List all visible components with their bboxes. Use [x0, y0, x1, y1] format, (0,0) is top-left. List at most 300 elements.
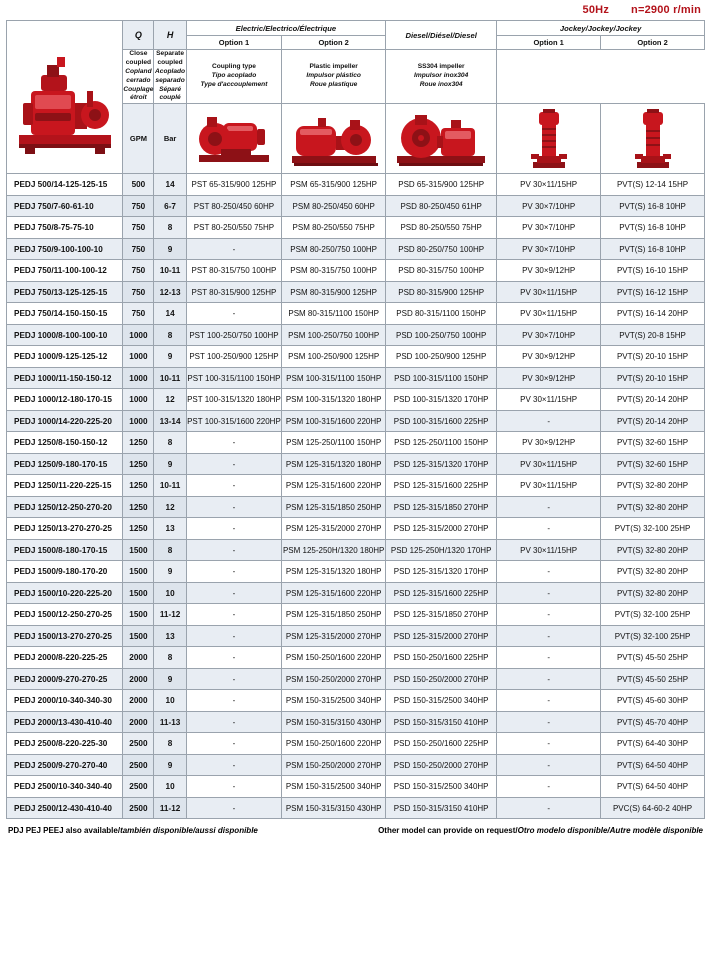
row-jockey-option2: PVT(S) 16-8 10HP	[601, 195, 705, 217]
row-head-bar: 12-13	[154, 281, 186, 303]
row-jockey-option1: PV 30×9/12HP	[497, 432, 601, 454]
row-head-bar: 8	[154, 539, 186, 561]
row-head-bar: 12	[154, 389, 186, 411]
row-electric-option2: PSM 80-250/450 60HP	[282, 195, 386, 217]
row-head-bar: 9	[154, 754, 186, 776]
row-jockey-option1: -	[497, 776, 601, 798]
row-electric-option2: PSM 150-250/1600 220HP	[282, 733, 386, 755]
row-diesel: PSD 150-250/2000 270HP	[386, 754, 497, 776]
group-header-row	[7, 21, 705, 36]
page-header	[6, 0, 705, 20]
row-diesel: PSD 125-315/1320 170HP	[386, 453, 497, 475]
jockey-option2-header: Option 2	[601, 36, 705, 50]
row-electric-option2: PSM 100-315/1320 180HP	[282, 389, 386, 411]
row-electric-option2: PSM 125-315/1320 180HP	[282, 561, 386, 583]
table-row	[7, 410, 705, 432]
row-electric-option2: PSM 80-315/1100 150HP	[282, 303, 386, 325]
row-electric-option1: PST 100-315/1320 180HP	[186, 389, 282, 411]
row-head-bar: 9	[154, 238, 186, 260]
row-electric-option2: PSM 125-315/1600 220HP	[282, 475, 386, 497]
jockey-option2-subtitle: SS304 impeller Impulsor inox304 Roue inox304	[386, 50, 497, 104]
row-diesel: PSD 125-315/2000 270HP	[386, 518, 497, 540]
row-diesel: PSD 80-250/450 61HP	[386, 195, 497, 217]
row-jockey-option1: PV 30×11/15HP	[497, 389, 601, 411]
row-electric-option2: PSM 125-315/2000 270HP	[282, 625, 386, 647]
table-head	[7, 21, 705, 174]
row-jockey-option1: -	[497, 668, 601, 690]
row-head-bar: 13	[154, 625, 186, 647]
table-body	[7, 174, 705, 819]
column-header-h: H	[154, 21, 186, 50]
row-head-bar: 8	[154, 324, 186, 346]
row-head-bar: 9	[154, 453, 186, 475]
row-jockey-option2: PVT(S) 45-50 25HP	[601, 668, 705, 690]
row-model: PEDJ 1500/10-220-225-20	[7, 582, 123, 604]
row-flow-gpm: 750	[123, 238, 154, 260]
row-jockey-option1: -	[497, 797, 601, 819]
row-jockey-option2: PVT(S) 16-12 15HP	[601, 281, 705, 303]
row-electric-option1: -	[186, 432, 282, 454]
separate-coupled-pump-icon	[288, 110, 380, 168]
diesel-photo-cell	[386, 104, 497, 174]
row-diesel: PSD 125-315/1600 225HP	[386, 582, 497, 604]
row-electric-option1: -	[186, 690, 282, 712]
row-electric-option2: PSM 100-250/900 125HP	[282, 346, 386, 368]
row-flow-gpm: 2000	[123, 711, 154, 733]
row-flow-gpm: 1250	[123, 432, 154, 454]
row-model: PEDJ 2000/13-430-410-40	[7, 711, 123, 733]
row-flow-gpm: 2000	[123, 647, 154, 669]
row-jockey-option1: -	[497, 754, 601, 776]
row-electric-option1: -	[186, 582, 282, 604]
table-row	[7, 303, 705, 325]
row-electric-option2: PSM 80-315/900 125HP	[282, 281, 386, 303]
row-jockey-option1: PV 30×7/10HP	[497, 238, 601, 260]
row-jockey-option2: PVT(S) 20-14 20HP	[601, 389, 705, 411]
row-electric-option1: -	[186, 776, 282, 798]
column-group-diesel: Diesel/Diésel/Diesel	[386, 21, 497, 50]
row-head-bar: 14	[154, 303, 186, 325]
table-row	[7, 711, 705, 733]
row-head-bar: 11-12	[154, 797, 186, 819]
table-row	[7, 518, 705, 540]
row-electric-option1: -	[186, 475, 282, 497]
vertical-multistage-jockey-pump-ss304-photo	[601, 104, 704, 173]
jockey-option1-subtitle: Plastic impeller Impulsor plástico Roue plastique	[282, 50, 386, 104]
row-diesel: PSD 125-315/1320 170HP	[386, 561, 497, 583]
row-jockey-option2: PVT(S) 12-14 15HP	[601, 174, 705, 196]
row-model: PEDJ 1500/8-180-170-15	[7, 539, 123, 561]
table-row	[7, 776, 705, 798]
row-electric-option1: PST 80-315/750 100HP	[186, 260, 282, 282]
row-electric-option1: -	[186, 518, 282, 540]
row-flow-gpm: 1250	[123, 518, 154, 540]
row-diesel: PSD 80-250/550 75HP	[386, 217, 497, 239]
row-jockey-option2: PVT(S) 20-10 15HP	[601, 346, 705, 368]
row-electric-option2: PSM 125-315/2000 270HP	[282, 518, 386, 540]
row-jockey-option1: PV 30×11/15HP	[497, 475, 601, 497]
row-flow-gpm: 1500	[123, 625, 154, 647]
row-model: PEDJ 2500/10-340-340-40	[7, 776, 123, 798]
row-model: PEDJ 1250/8-150-150-12	[7, 432, 123, 454]
table-row	[7, 690, 705, 712]
row-flow-gpm: 1500	[123, 582, 154, 604]
table-row	[7, 217, 705, 239]
row-model: PEDJ 2000/10-340-340-30	[7, 690, 123, 712]
row-electric-option1: PST 100-250/900 125HP	[186, 346, 282, 368]
row-flow-gpm: 1500	[123, 561, 154, 583]
row-electric-option1: -	[186, 754, 282, 776]
row-electric-option1: PST 100-315/1100 150HP	[186, 367, 282, 389]
row-jockey-option2: PVT(S) 64-40 30HP	[601, 733, 705, 755]
row-diesel: PSD 100-250/900 125HP	[386, 346, 497, 368]
row-jockey-option1: -	[497, 410, 601, 432]
table-row	[7, 797, 705, 819]
row-electric-option1: -	[186, 496, 282, 518]
row-jockey-option2: PVT(S) 16-8 10HP	[601, 238, 705, 260]
row-jockey-option2: PVT(S) 32-80 20HP	[601, 475, 705, 497]
electric-option1-subtitle: Close coupled Copland cerrado Couplage étroit	[123, 50, 154, 104]
row-flow-gpm: 2500	[123, 797, 154, 819]
row-model: PEDJ 2500/9-270-270-40	[7, 754, 123, 776]
row-model: PEDJ 1250/9-180-170-15	[7, 453, 123, 475]
row-flow-gpm: 1000	[123, 324, 154, 346]
row-jockey-option2: PVT(S) 45-70 40HP	[601, 711, 705, 733]
table-row	[7, 195, 705, 217]
table-row	[7, 668, 705, 690]
footer	[6, 819, 705, 841]
row-head-bar: 10	[154, 776, 186, 798]
table-row	[7, 604, 705, 626]
row-flow-gpm: 1000	[123, 410, 154, 432]
model-photo-cell	[7, 21, 123, 174]
table-row	[7, 238, 705, 260]
row-flow-gpm: 750	[123, 303, 154, 325]
row-model: PEDJ 1000/8-100-100-10	[7, 324, 123, 346]
jockey-pump-ss304-impeller-icon	[633, 108, 673, 170]
row-diesel: PSD 80-315/900 125HP	[386, 281, 497, 303]
row-electric-option1: PST 100-250/750 100HP	[186, 324, 282, 346]
table-row	[7, 733, 705, 755]
row-jockey-option1: -	[497, 690, 601, 712]
row-model: PEDJ 750/14-150-150-15	[7, 303, 123, 325]
row-head-bar: 10	[154, 582, 186, 604]
table-row	[7, 625, 705, 647]
table-row	[7, 496, 705, 518]
row-electric-option2: PSM 65-315/900 125HP	[282, 174, 386, 196]
row-jockey-option2: PVT(S) 32-80 20HP	[601, 561, 705, 583]
electric-option1-header: Option 1	[186, 36, 282, 50]
row-electric-option2: PSM 150-250/2000 270HP	[282, 754, 386, 776]
footer-left	[8, 826, 258, 835]
table-row	[7, 174, 705, 196]
row-head-bar: 12	[154, 496, 186, 518]
row-jockey-option1: -	[497, 625, 601, 647]
row-electric-option1: -	[186, 561, 282, 583]
row-jockey-option2: PVC(S) 64-60-2 40HP	[601, 797, 705, 819]
row-jockey-option1: PV 30×9/12HP	[497, 346, 601, 368]
row-model: PEDJ 1000/14-220-225-20	[7, 410, 123, 432]
frequency-label: 50Hz	[582, 4, 610, 16]
row-jockey-option1: PV 30×11/15HP	[497, 303, 601, 325]
table-row	[7, 754, 705, 776]
table-row	[7, 582, 705, 604]
row-electric-option2: PSM 125-250/1100 150HP	[282, 432, 386, 454]
table-row	[7, 281, 705, 303]
row-electric-option1: PST 80-315/900 125HP	[186, 281, 282, 303]
vertical-multistage-jockey-pump-photo	[497, 104, 600, 173]
electric-option1-photo-cell	[186, 104, 282, 174]
row-diesel: PSD 100-315/1600 225HP	[386, 410, 497, 432]
row-flow-gpm: 1500	[123, 539, 154, 561]
row-jockey-option2: PVT(S) 20-10 15HP	[601, 367, 705, 389]
row-electric-option2: PSM 150-250/2000 270HP	[282, 668, 386, 690]
row-electric-option2: PSM 150-315/2500 340HP	[282, 690, 386, 712]
row-jockey-option1: -	[497, 561, 601, 583]
row-flow-gpm: 1250	[123, 496, 154, 518]
footer-right	[378, 826, 703, 835]
row-diesel: PSD 150-250/1600 225HP	[386, 733, 497, 755]
row-model: PEDJ 750/8-75-75-10	[7, 217, 123, 239]
row-diesel: PSD 80-315/1100 150HP	[386, 303, 497, 325]
row-flow-gpm: 1250	[123, 453, 154, 475]
row-model: PEDJ 2500/8-220-225-30	[7, 733, 123, 755]
row-model: PEDJ 1000/9-125-125-12	[7, 346, 123, 368]
row-jockey-option2: PVT(S) 32-60 15HP	[601, 453, 705, 475]
row-model: PEDJ 1250/12-250-270-20	[7, 496, 123, 518]
row-jockey-option1: PV 30×11/15HP	[497, 453, 601, 475]
row-jockey-option1: PV 30×11/15HP	[497, 281, 601, 303]
row-jockey-option1: -	[497, 604, 601, 626]
column-group-electric: Electric/Electrico/Électrique	[186, 21, 385, 36]
diesel-engine-pump-photo	[386, 104, 496, 173]
row-electric-option1: -	[186, 797, 282, 819]
row-jockey-option2: PVT(S) 64-50 40HP	[601, 754, 705, 776]
row-jockey-option1: -	[497, 711, 601, 733]
table-row	[7, 346, 705, 368]
diesel-fire-pump-unit-photo	[7, 31, 122, 163]
row-jockey-option2: PVT(S) 16-14 20HP	[601, 303, 705, 325]
row-head-bar: 9	[154, 346, 186, 368]
row-flow-gpm: 750	[123, 281, 154, 303]
table-row	[7, 367, 705, 389]
jockey-option1-photo-cell	[497, 104, 601, 174]
row-electric-option1: -	[186, 711, 282, 733]
row-model: PEDJ 2500/12-430-410-40	[7, 797, 123, 819]
row-electric-option2: PSM 80-315/750 100HP	[282, 260, 386, 282]
table-row	[7, 539, 705, 561]
row-flow-gpm: 750	[123, 217, 154, 239]
row-electric-option2: PSM 125-315/1600 220HP	[282, 582, 386, 604]
row-model: PEDJ 1000/12-180-170-15	[7, 389, 123, 411]
row-diesel: PSD 125-250H/1320 170HP	[386, 539, 497, 561]
row-head-bar: 13-14	[154, 410, 186, 432]
row-model: PEDJ 1500/9-180-170-20	[7, 561, 123, 583]
row-electric-option1: -	[186, 539, 282, 561]
row-jockey-option1: PV 30×11/15HP	[497, 174, 601, 196]
row-diesel: PSD 125-315/1850 270HP	[386, 496, 497, 518]
row-model: PEDJ 1000/11-150-150-12	[7, 367, 123, 389]
row-electric-option1: PST 80-250/450 60HP	[186, 195, 282, 217]
row-electric-option1: -	[186, 238, 282, 260]
row-jockey-option2: PVT(S) 16-10 15HP	[601, 260, 705, 282]
column-header-q: Q	[123, 21, 154, 50]
row-flow-gpm: 2500	[123, 754, 154, 776]
row-diesel: PSD 125-315/1850 270HP	[386, 604, 497, 626]
row-electric-option2: PSM 150-250/1600 220HP	[282, 647, 386, 669]
row-diesel: PSD 100-315/1320 170HP	[386, 389, 497, 411]
row-head-bar: 8	[154, 217, 186, 239]
table-row	[7, 389, 705, 411]
q-unit-label: GPM	[123, 104, 154, 174]
table-row	[7, 453, 705, 475]
row-diesel: PSD 80-315/750 100HP	[386, 260, 497, 282]
row-model: PEDJ 1250/11-220-225-15	[7, 475, 123, 497]
row-model: PEDJ 1500/12-250-270-25	[7, 604, 123, 626]
row-head-bar: 14	[154, 174, 186, 196]
row-jockey-option1: PV 30×9/12HP	[497, 260, 601, 282]
row-flow-gpm: 1000	[123, 346, 154, 368]
row-electric-option1: PST 100-315/1600 220HP	[186, 410, 282, 432]
row-jockey-option1: -	[497, 496, 601, 518]
row-jockey-option2: PVT(S) 16-8 10HP	[601, 217, 705, 239]
table-row	[7, 647, 705, 669]
row-jockey-option1: PV 30×7/10HP	[497, 324, 601, 346]
row-diesel: PSD 100-250/750 100HP	[386, 324, 497, 346]
row-electric-option1: -	[186, 668, 282, 690]
row-jockey-option1: -	[497, 733, 601, 755]
row-jockey-option2: PVT(S) 32-80 20HP	[601, 539, 705, 561]
row-jockey-option1: PV 30×7/10HP	[497, 195, 601, 217]
row-jockey-option1: -	[497, 518, 601, 540]
row-jockey-option2: PVT(S) 32-100 25HP	[601, 518, 705, 540]
row-jockey-option2: PVT(S) 20-14 20HP	[601, 410, 705, 432]
row-electric-option2: PSM 80-250/550 75HP	[282, 217, 386, 239]
row-jockey-option1: -	[497, 582, 601, 604]
row-diesel: PSD 80-250/750 100HP	[386, 238, 497, 260]
electric-option2-header: Option 2	[282, 36, 386, 50]
row-model: PEDJ 1250/13-270-270-25	[7, 518, 123, 540]
footer-left-plain: PDJ PEJ PEEJ also available/	[8, 826, 121, 836]
row-jockey-option1: PV 30×11/15HP	[497, 539, 601, 561]
row-jockey-option2: PVT(S) 32-80 20HP	[601, 582, 705, 604]
row-electric-option1: -	[186, 733, 282, 755]
row-head-bar: 8	[154, 647, 186, 669]
row-flow-gpm: 1000	[123, 367, 154, 389]
jockey-pump-plastic-impeller-icon	[529, 108, 569, 170]
row-jockey-option1: -	[497, 647, 601, 669]
row-model: PEDJ 2000/9-270-270-25	[7, 668, 123, 690]
row-jockey-option2: PVT(S) 64-50 40HP	[601, 776, 705, 798]
row-electric-option1: -	[186, 647, 282, 669]
row-model: PEDJ 750/7-60-61-10	[7, 195, 123, 217]
row-electric-option1: PST 80-250/550 75HP	[186, 217, 282, 239]
row-head-bar: 10-11	[154, 367, 186, 389]
row-flow-gpm: 500	[123, 174, 154, 196]
row-head-bar: 8	[154, 733, 186, 755]
row-diesel: PSD 125-250/1100 150HP	[386, 432, 497, 454]
row-flow-gpm: 750	[123, 260, 154, 282]
row-flow-gpm: 1500	[123, 604, 154, 626]
row-diesel: PSD 150-315/3150 410HP	[386, 797, 497, 819]
row-head-bar: 11-13	[154, 711, 186, 733]
row-head-bar: 10	[154, 690, 186, 712]
table-row	[7, 475, 705, 497]
row-electric-option2: PSM 150-315/3150 430HP	[282, 797, 386, 819]
row-electric-option2: PSM 125-250H/1320 180HP	[282, 539, 386, 561]
row-model: PEDJ 750/13-125-125-15	[7, 281, 123, 303]
row-electric-option1: -	[186, 303, 282, 325]
row-electric-option1: -	[186, 625, 282, 647]
close-coupled-pump-icon	[193, 111, 275, 167]
diesel-subtitle: Coupling type Tipo acoplado Type d'accouplement	[186, 50, 282, 104]
row-model: PEDJ 2000/8-220-225-25	[7, 647, 123, 669]
row-electric-option2: PSM 150-315/2500 340HP	[282, 776, 386, 798]
footer-left-italic: también disponible/aussi disponible	[120, 826, 258, 836]
electric-option2-subtitle: Separate coupled Acoplado separado Séparé couplé	[154, 50, 186, 104]
pump-selection-table	[6, 20, 705, 819]
diesel-fire-pump-unit-icon	[13, 31, 117, 163]
row-electric-option1: -	[186, 604, 282, 626]
row-head-bar: 10-11	[154, 260, 186, 282]
row-flow-gpm: 2000	[123, 690, 154, 712]
row-head-bar: 10-11	[154, 475, 186, 497]
table-row	[7, 260, 705, 282]
jockey-option2-photo-cell	[601, 104, 705, 174]
row-jockey-option1: PV 30×7/10HP	[497, 217, 601, 239]
row-model: PEDJ 500/14-125-125-15	[7, 174, 123, 196]
row-diesel: PSD 150-315/2500 340HP	[386, 776, 497, 798]
row-flow-gpm: 750	[123, 195, 154, 217]
row-head-bar: 8	[154, 432, 186, 454]
row-model: PEDJ 750/11-100-100-12	[7, 260, 123, 282]
row-electric-option2: PSM 125-315/1320 180HP	[282, 453, 386, 475]
table-row	[7, 324, 705, 346]
h-unit-label: Bar	[154, 104, 186, 174]
row-jockey-option2: PVT(S) 32-60 15HP	[601, 432, 705, 454]
row-diesel: PSD 125-315/2000 270HP	[386, 625, 497, 647]
row-diesel: PSD 65-315/900 125HP	[386, 174, 497, 196]
row-electric-option2: PSM 80-250/750 100HP	[282, 238, 386, 260]
separate-coupled-electric-pump-photo	[282, 104, 385, 173]
row-diesel: PSD 150-250/2000 270HP	[386, 668, 497, 690]
table-row	[7, 561, 705, 583]
row-head-bar: 11-12	[154, 604, 186, 626]
row-flow-gpm: 1000	[123, 389, 154, 411]
row-electric-option1: -	[186, 453, 282, 475]
row-electric-option2: PSM 125-315/1850 250HP	[282, 604, 386, 626]
diesel-engine-pump-icon	[393, 110, 489, 168]
electric-option2-photo-cell	[282, 104, 386, 174]
row-electric-option2: PSM 100-250/750 100HP	[282, 324, 386, 346]
row-diesel: PSD 125-315/1600 225HP	[386, 475, 497, 497]
row-diesel: PSD 150-250/1600 225HP	[386, 647, 497, 669]
table-row	[7, 432, 705, 454]
row-head-bar: 6-7	[154, 195, 186, 217]
row-model: PEDJ 750/9-100-100-10	[7, 238, 123, 260]
row-flow-gpm: 2500	[123, 776, 154, 798]
row-head-bar: 9	[154, 668, 186, 690]
row-electric-option2: PSM 150-315/3150 430HP	[282, 711, 386, 733]
row-electric-option2: PSM 100-315/1600 220HP	[282, 410, 386, 432]
row-jockey-option2: PVT(S) 45-60 30HP	[601, 690, 705, 712]
row-electric-option2: PSM 100-315/1100 150HP	[282, 367, 386, 389]
footer-right-plain: Other model can provide on request/	[378, 826, 518, 836]
row-diesel: PSD 150-315/2500 340HP	[386, 690, 497, 712]
row-jockey-option2: PVT(S) 32-100 25HP	[601, 625, 705, 647]
row-flow-gpm: 2500	[123, 733, 154, 755]
footer-right-italic: Otro modelo disponible/Autre modèle disponible	[517, 826, 703, 836]
